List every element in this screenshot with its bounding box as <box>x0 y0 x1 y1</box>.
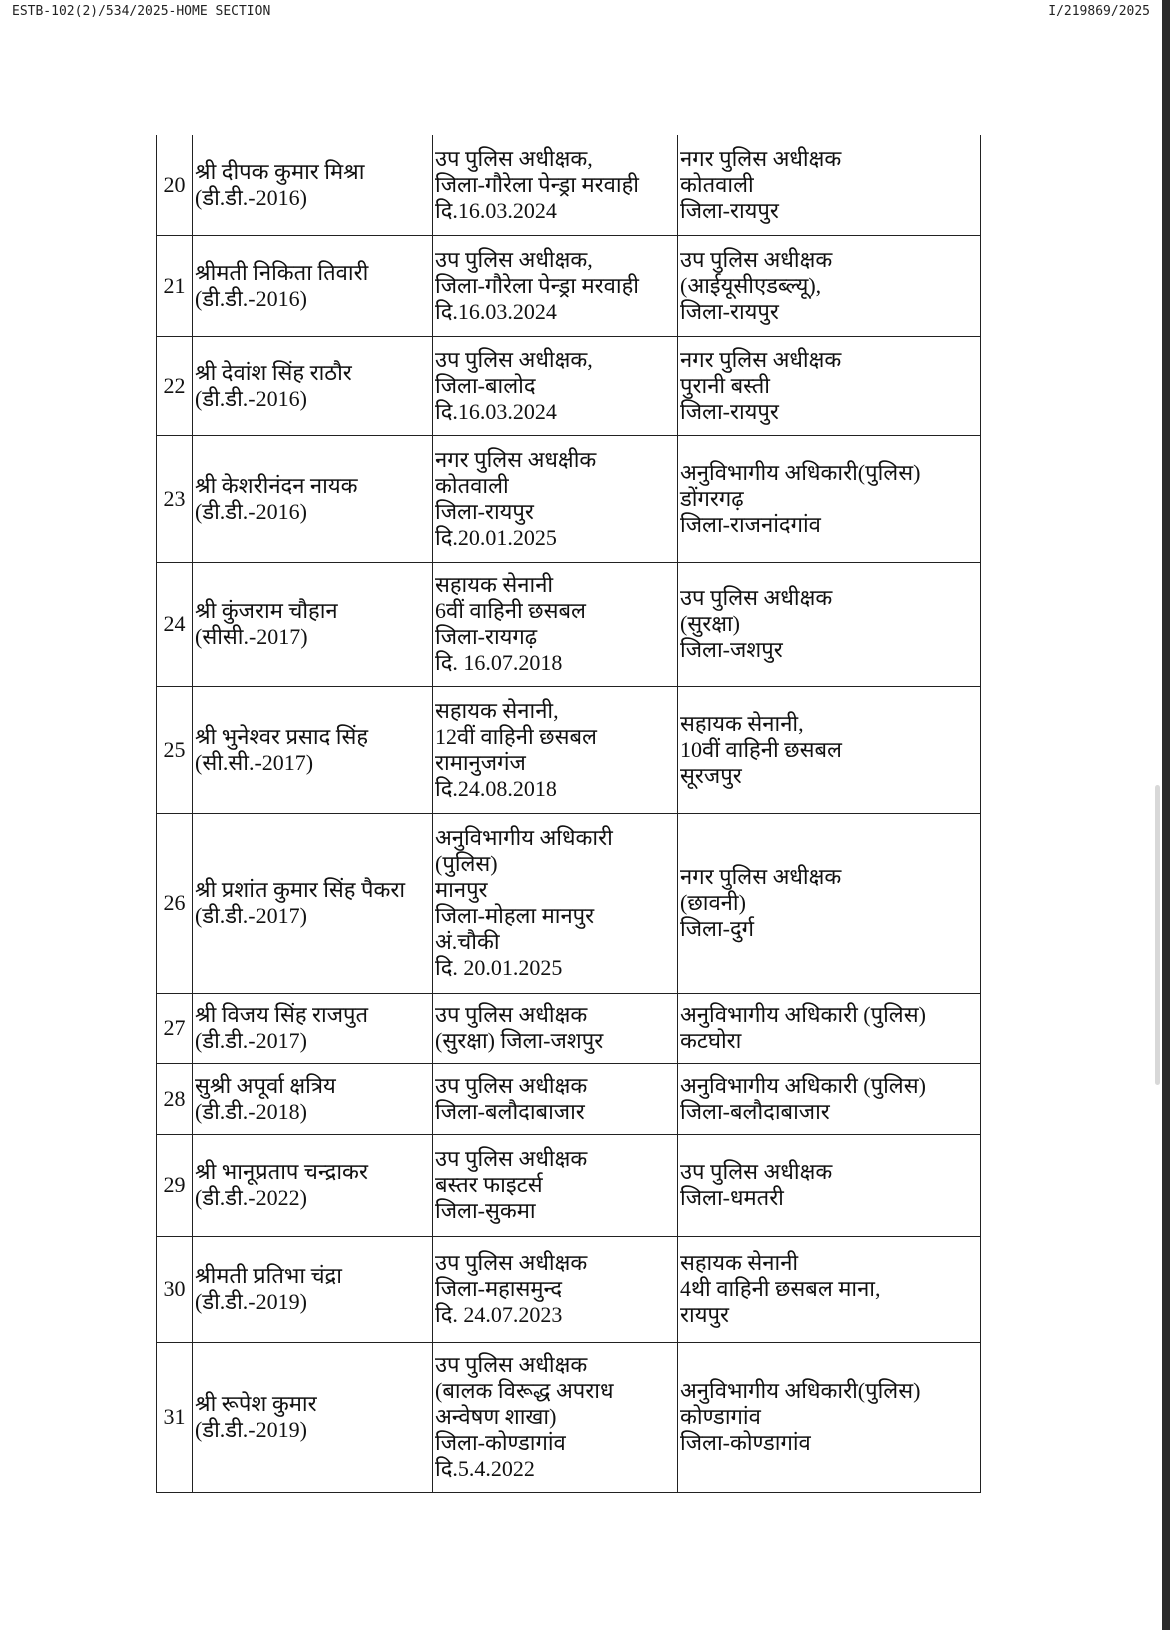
serial-number: 26 <box>157 813 193 993</box>
officer-name: श्री देवांश सिंह राठौर (डी.डी.-2016) <box>193 336 433 435</box>
table-row <box>157 1236 981 1342</box>
current-posting: उप पुलिस अधीक्षक (बालक विरूद्ध अपराध अन्वेषण शाखा) जिला-कोण्डागांव दि.5.4.2022 <box>433 1342 678 1492</box>
table-row <box>157 813 981 993</box>
serial-number: 25 <box>157 686 193 813</box>
officer-name: श्री भुनेश्वर प्रसाद सिंह (सी.सी.-2017) <box>193 686 433 813</box>
officer-name: श्री रूपेश कुमार (डी.डी.-2019) <box>193 1342 433 1492</box>
officer-name: श्री कुंजराम चौहान (सीसी.-2017) <box>193 562 433 686</box>
current-posting: सहायक सेनानी, 12वीं वाहिनी छसबल रामानुजगंज दि.24.08.2018 <box>433 686 678 813</box>
officer-name: श्री प्रशांत कुमार सिंह पैकरा (डी.डी.-2017) <box>193 813 433 993</box>
serial-number: 24 <box>157 562 193 686</box>
new-posting: सहायक सेनानी, 10वीं वाहिनी छसबल सूरजपुर <box>678 686 981 813</box>
current-posting: नगर पुलिस अधक्षीक कोतवाली जिला-रायपुर दि.20.01.2025 <box>433 435 678 562</box>
new-posting: उप पुलिस अधीक्षक (सुरक्षा) जिला-जशपुर <box>678 562 981 686</box>
current-posting: उप पुलिस अधीक्षक जिला-महासमुन्द दि. 24.07.2023 <box>433 1236 678 1342</box>
serial-number: 31 <box>157 1342 193 1492</box>
serial-number: 22 <box>157 336 193 435</box>
new-posting: उप पुलिस अधीक्षक (आईयूसीएडब्ल्यू), जिला-रायपुर <box>678 235 981 336</box>
current-posting: उप पुलिस अधीक्षक, जिला-गौरेला पेन्ड्रा मरवाही दि.16.03.2024 <box>433 135 678 235</box>
current-posting: उप पुलिस अधीक्षक (सुरक्षा) जिला-जशपुर <box>433 993 678 1063</box>
table-row <box>157 686 981 813</box>
serial-number: 30 <box>157 1236 193 1342</box>
new-posting: नगर पुलिस अधीक्षक (छावनी) जिला-दुर्ग <box>678 813 981 993</box>
serial-number: 29 <box>157 1134 193 1236</box>
new-posting: अनुविभागीय अधिकारी(पुलिस) डोंगरगढ़ जिला-राजनांदगांव <box>678 435 981 562</box>
current-posting: सहायक सेनानी 6वीं वाहिनी छसबल जिला-रायगढ़ दि. 16.07.2018 <box>433 562 678 686</box>
serial-number: 21 <box>157 235 193 336</box>
table-row <box>157 1063 981 1134</box>
serial-number: 23 <box>157 435 193 562</box>
new-posting: अनुविभागीय अधिकारी (पुलिस) जिला-बलौदाबाजार <box>678 1063 981 1134</box>
serial-number: 28 <box>157 1063 193 1134</box>
officer-name: सुश्री अपूर्वा क्षत्रिय (डी.डी.-2018) <box>193 1063 433 1134</box>
officer-name: श्री विजय सिंह राजपुत (डी.डी.-2017) <box>193 993 433 1063</box>
new-posting: सहायक सेनानी 4थी वाहिनी छसबल माना, रायपुर <box>678 1236 981 1342</box>
table-row <box>157 135 981 235</box>
transfer-table <box>156 135 981 1493</box>
receipt-number: I/219869/2025 <box>1048 4 1150 19</box>
officer-name: श्री केशरीनंदन नायक (डी.डी.-2016) <box>193 435 433 562</box>
table-row <box>157 435 981 562</box>
current-posting: उप पुलिस अधीक्षक बस्तर फाइटर्स जिला-सुकमा <box>433 1134 678 1236</box>
current-posting: अनुविभागीय अधिकारी (पुलिस) मानपुर जिला-मोहला मानपुर अं.चौकी दि. 20.01.2025 <box>433 813 678 993</box>
table-row <box>157 562 981 686</box>
table-row <box>157 1134 981 1236</box>
scrollbar[interactable] <box>1155 785 1160 1085</box>
new-posting: उप पुलिस अधीक्षक जिला-धमतरी <box>678 1134 981 1236</box>
file-reference: ESTB-102(2)/534/2025-HOME SECTION <box>12 4 271 19</box>
new-posting: नगर पुलिस अधीक्षक पुरानी बस्ती जिला-रायपुर <box>678 336 981 435</box>
officer-name: श्रीमती निकिता तिवारी (डी.डी.-2016) <box>193 235 433 336</box>
new-posting: अनुविभागीय अधिकारी(पुलिस) कोण्डागांव जिला-कोण्डागांव <box>678 1342 981 1492</box>
serial-number: 27 <box>157 993 193 1063</box>
table-row <box>157 993 981 1063</box>
new-posting: अनुविभागीय अधिकारी (पुलिस) कटघोरा <box>678 993 981 1063</box>
current-posting: उप पुलिस अधीक्षक जिला-बलौदाबाजार <box>433 1063 678 1134</box>
serial-number: 20 <box>157 135 193 235</box>
officer-name: श्री दीपक कुमार मिश्रा (डी.डी.-2016) <box>193 135 433 235</box>
officer-name: श्री भानूप्रताप चन्द्राकर (डी.डी.-2022) <box>193 1134 433 1236</box>
table-row <box>157 1342 981 1492</box>
table-row <box>157 235 981 336</box>
window-edge <box>1162 0 1170 1630</box>
officer-name: श्रीमती प्रतिभा चंद्रा (डी.डी.-2019) <box>193 1236 433 1342</box>
current-posting: उप पुलिस अधीक्षक, जिला-बालोद दि.16.03.2024 <box>433 336 678 435</box>
current-posting: उप पुलिस अधीक्षक, जिला-गौरेला पेन्ड्रा मरवाही दि.16.03.2024 <box>433 235 678 336</box>
new-posting: नगर पुलिस अधीक्षक कोतवाली जिला-रायपुर <box>678 135 981 235</box>
table-row <box>157 336 981 435</box>
